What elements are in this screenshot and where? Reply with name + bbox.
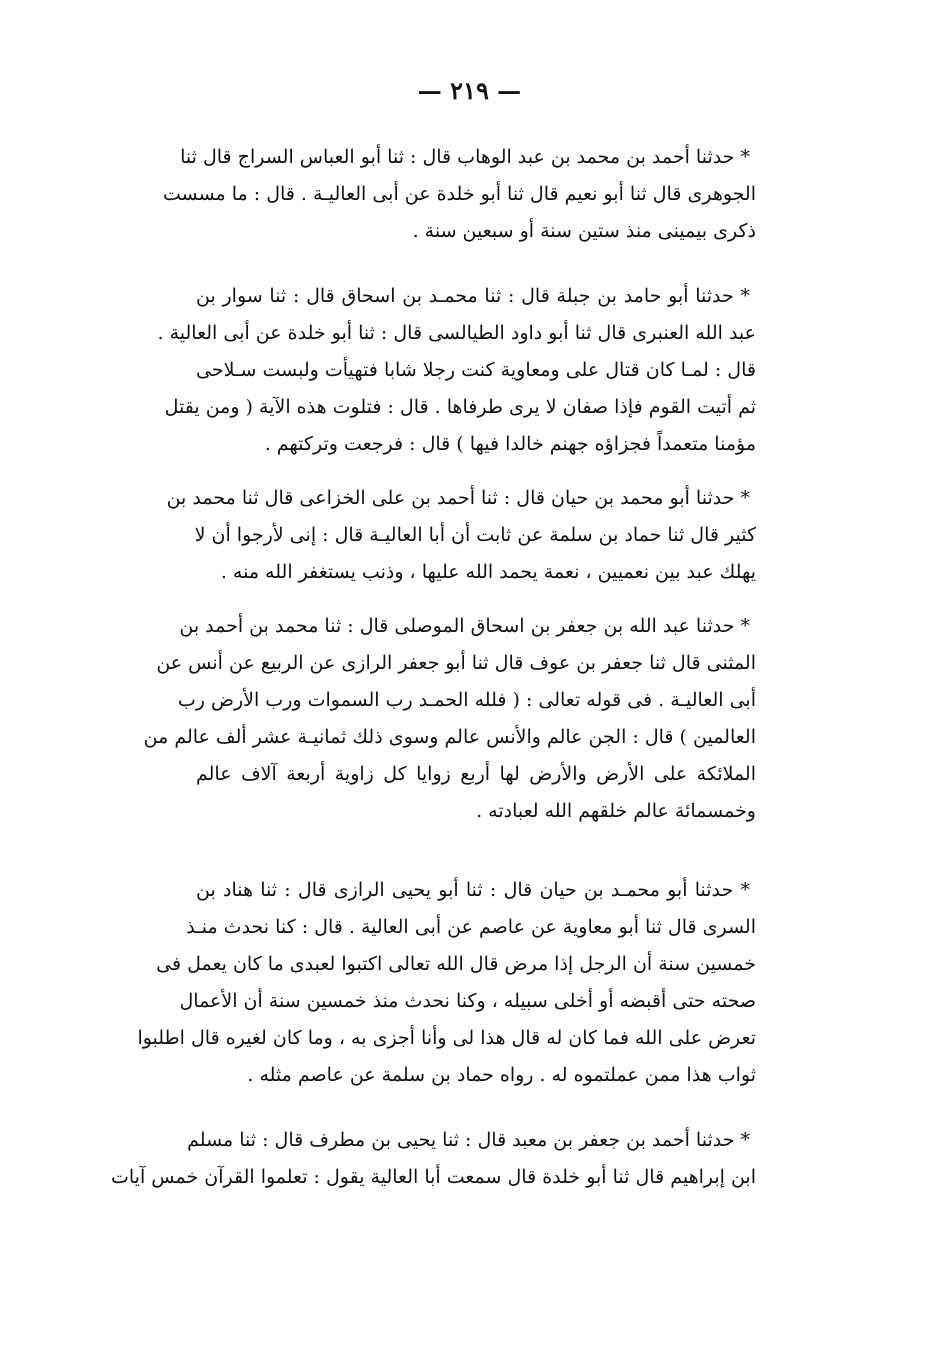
- paragraph-line: وخمسمائة عالم خلقهم الله لعبادته .: [476, 800, 756, 822]
- paragraph-1: [162, 139, 756, 250]
- paragraph-line: * حدثنا أحمد بن محمد بن عبد الوهاب قال : ثنا أبو العباس السراج قال ثنا: [180, 146, 750, 168]
- paragraph-line: قال : لمـا كان قتال على ومعاوية كنت رجلا شابا فتهيأت ولبست سـلاحى: [196, 359, 756, 381]
- paragraph-line: كثير قال ثنا حماد بن سلمة عن ثابت أن أبا العاليـة قال : إنى لأرجوا أن لا: [194, 524, 756, 546]
- paragraph-line: العالمين ) قال : الجن عالم والأنس عالم وسوى ذلك ثمانيـة عشر ألف عالم من: [143, 726, 756, 748]
- paragraph-line: * حدثنا أحمد بن جعفر بن معبد قال : ثنا يحيى بن مطرف قال : ثنا مسلم: [187, 1129, 750, 1151]
- paragraph-line: ذكرى بيمينى منذ ستين سنة أو سبعين سنة .: [412, 220, 756, 242]
- paragraph-line: * حدثنا أبو محمد بن حيان قال : ثنا أحمد بن على الخزاعى قال ثنا محمد بن: [166, 487, 750, 509]
- paragraph-line: الملائكة على الأرض والأرض لها أربع زوايا كل زاوية أربعة آلاف عالم: [196, 763, 756, 785]
- paragraph-line: السرى قال ثنا أبو معاوية عن عاصم عن أبى العالية . قال : كنا نحدث منـذ: [186, 916, 756, 938]
- paragraph-4: [143, 608, 756, 830]
- paragraph-line: الجوهرى قال ثنا أبو نعيم قال ثنا أبو خلدة عن أبى العاليـة . قال : ما مسست: [162, 183, 756, 205]
- paragraph-line: عبد الله العنبرى قال ثنا أبو داود الطيالسى قال : ثنا أبو خلدة عن أبى العالية .: [157, 322, 756, 344]
- paragraph-line: * حدثنا عبد الله بن جعفر بن اسحاق الموصلى قال : ثنا محمد بن أحمد بن: [179, 615, 750, 637]
- paragraph-line: صحته حتى أقبضه أو أخلى سبيله ، وكنا نحدث منذ خمسين سنة أن الأعمال: [179, 990, 756, 1012]
- paragraph-line: المثنى قال ثنا جعفر بن عوف قال ثنا أبو جعفر الرازى عن الربيع عن أنس عن: [156, 652, 756, 674]
- paragraph-line: * حدثنا أبو محمـد بن حيان قال : ثنا أبو يحيى الرازى قال : ثنا هناد بن: [196, 879, 750, 901]
- paragraph-line: أبى العاليـة . فى قوله تعالى : ( فلله الحمـد رب السموات ورب الأرض رب: [177, 689, 756, 711]
- paragraph-line: خمسين سنة أن الرجل إذا مرض قال الله تعالى اكتبوا لعبدى ما كان يعمل فى: [156, 953, 756, 975]
- paragraph-line: تعرض على الله فما كان له قال هذا لى وأنا أجزى به ، وما كان لغيره قال اطلبوا: [137, 1027, 756, 1049]
- paragraph-6: [110, 1122, 756, 1196]
- paragraph-3: [166, 480, 756, 591]
- paragraph-5: [137, 872, 756, 1094]
- paragraph-line: يهلك عبد بين نعميين ، نعمة يحمد الله عليها ، وذنب يستغفر الله منه .: [220, 561, 756, 583]
- paragraph-line: مؤمنا متعمداً فجزاؤه جهنم خالدا فيها ) قال : فرجعت وتركتهم .: [264, 433, 756, 455]
- paragraph-line: ثواب هذا ممن عملتموه له . رواه حماد بن سلمة عن عاصم مثله .: [247, 1064, 756, 1086]
- paragraph-line: * حدثنا أبو حامد بن جبلة قال : ثنا محمـد بن اسحاق قال : ثنا سوار بن: [196, 285, 750, 307]
- paragraph-line: ثم أتيت القوم فإذا صفان لا يرى طرفاها . قال : فتلوت هذه الآية ( ومن يقتل: [164, 396, 756, 418]
- page-number: — ٢١٩ —: [417, 76, 522, 105]
- paragraph-2: [157, 278, 756, 463]
- paragraph-line: ابن إبراهيم قال ثنا أبو خلدة قال سمعت أبا العالية يقول : تعلموا القرآن خمس آيات: [110, 1166, 756, 1188]
